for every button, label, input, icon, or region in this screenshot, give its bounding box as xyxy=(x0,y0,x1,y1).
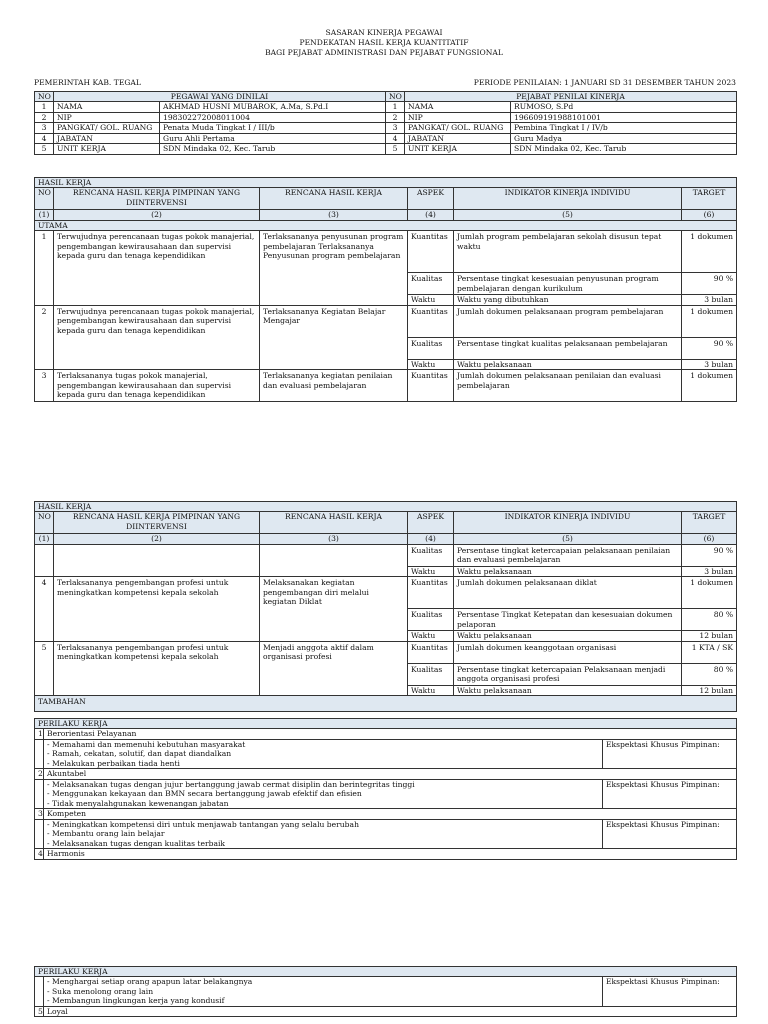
penilai-value: Pembina Tingkat I / IV/b xyxy=(511,123,737,133)
page-2 xyxy=(0,470,768,930)
table-row xyxy=(35,641,737,663)
aspek: Waktu xyxy=(408,631,454,641)
col-num: (1) xyxy=(35,534,54,544)
target: 12 bulan xyxy=(682,685,737,695)
row-label: JABATAN xyxy=(405,133,511,143)
rhk-no: 4 xyxy=(35,577,54,641)
table-row xyxy=(35,544,737,566)
row-no: 2 xyxy=(386,112,405,122)
aspek: Waktu xyxy=(408,359,454,369)
target: 90 % xyxy=(682,273,737,295)
perilaku-kerja-table-cont xyxy=(34,966,737,1017)
perilaku-item xyxy=(35,729,737,739)
perilaku-points xyxy=(35,739,737,768)
target: 1 dokumen xyxy=(682,577,737,609)
col-num: (2) xyxy=(54,210,260,220)
perilaku-point: - Suka menolong orang lain xyxy=(47,986,154,996)
col-num: (6) xyxy=(682,210,737,220)
col-num: (6) xyxy=(682,534,737,544)
perilaku-point: - Membangun lingkungan kerja yang kondusif xyxy=(47,996,225,1006)
rhk-no: 5 xyxy=(35,641,54,695)
col-no: NO xyxy=(35,512,54,534)
document-heading xyxy=(0,0,768,58)
perilaku-no: 2 xyxy=(35,769,44,779)
indikator: Persentase tingkat ketercapaian Pelaksanaan menjadi anggota organisasi profesi xyxy=(454,663,682,685)
perilaku-title: Loyal xyxy=(44,1006,737,1016)
indikator: Persentase tingkat ketercapaian pelaksanaan penilaian dan evaluasi pembelajaran xyxy=(454,544,682,566)
row-label: UNIT KERJA xyxy=(54,144,160,154)
table-row xyxy=(35,231,737,273)
row-label: NIP xyxy=(405,112,511,122)
hasil-kerja-table-cont xyxy=(34,501,737,712)
identity-row xyxy=(35,133,737,143)
aspek: Kuantitas xyxy=(408,577,454,609)
rhk-pimpinan: Terlaksananya tugas pokok manajerial, pengembangan kewirausahaan dan supervisi kepada guru dan tenaga kependidikan xyxy=(54,370,260,402)
penilai-title: PEJABAT PENILAI KINERJA xyxy=(405,92,737,102)
identity-row xyxy=(35,144,737,154)
heading-line-2: PENDEKATAN HASIL KERJA KUANTITATIF xyxy=(299,37,469,47)
identity-row xyxy=(35,123,737,133)
col-rhk: RENCANA HASIL KERJA xyxy=(260,512,408,534)
row-no: 3 xyxy=(35,123,54,133)
perilaku-points xyxy=(35,779,737,808)
indikator: Persentase tingkat kesesuaian penyusunan program pembelajaran dengan kurikulum xyxy=(454,273,682,295)
perilaku-point-list xyxy=(44,977,603,1006)
perilaku-point: - Meningkatkan kompetensi diri untuk menjawab tantangan yang selalu berubah xyxy=(47,819,359,829)
utama-label: UTAMA xyxy=(35,220,737,230)
col-num: (4) xyxy=(408,534,454,544)
dinilai-value: Guru Ahli Pertama xyxy=(160,133,386,143)
penilai-value: RUMOSO, S.Pd xyxy=(511,102,737,112)
rhk-text: Melaksanakan kegiatan pengembangan diri melalui kegiatan Diklat xyxy=(260,577,408,641)
penilai-value: Guru Madya xyxy=(511,133,737,143)
rhk-pimpinan: Terwujudnya perencanaan tugas pokok manajerial, pengembangan kewirausahaan dan supervisi kepada guru dan tenaga kependidikan xyxy=(54,231,260,305)
perilaku-kerja-table xyxy=(34,718,737,860)
perilaku-no: 1 xyxy=(35,729,44,739)
target: 1 dokumen xyxy=(682,370,737,402)
ekspektasi-label: Ekspektasi Khusus Pimpinan: xyxy=(603,819,737,848)
aspek: Kuantitas xyxy=(408,305,454,337)
target: 90 % xyxy=(682,544,737,566)
rhk-text: Terlaksananya kegiatan penilaian dan evaluasi pembelajaran xyxy=(260,370,408,402)
row-no: 3 xyxy=(386,123,405,133)
perilaku-points xyxy=(35,977,737,1006)
rhk-text: Terlaksananya Kegiatan Belajar Mengajar xyxy=(260,305,408,369)
target: 80 % xyxy=(682,609,737,631)
indikator: Jumlah dokumen keanggotaan organisasi xyxy=(454,641,682,663)
perilaku-point: - Tidak menyalahgunakan kewenangan jabatan xyxy=(47,798,229,808)
aspek: Waktu xyxy=(408,685,454,695)
indikator: Persentase tingkat kualitas pelaksanaan pembelajaran xyxy=(454,337,682,359)
penilai-value: SDN Mindaka 02, Kec. Tarub xyxy=(511,144,737,154)
col-num: (5) xyxy=(454,210,682,220)
rhk-text: Menjadi anggota aktif dalam organisasi profesi xyxy=(260,641,408,695)
rhk-no: 1 xyxy=(35,231,54,305)
perilaku-point: - Membantu orang lain belajar xyxy=(47,829,165,839)
rhk-pimpinan: Terwujudnya perencanaan tugas pokok manajerial, pengembangan kewirausahaan dan supervisi kepada guru dan tenaga kependidikan xyxy=(54,305,260,369)
target: 3 bulan xyxy=(682,359,737,369)
col-rhk: RENCANA HASIL KERJA xyxy=(260,188,408,210)
col-aspek: ASPEK xyxy=(408,188,454,210)
indikator: Jumlah program pembelajaran sekolah disusun tepat waktu xyxy=(454,231,682,273)
perilaku-section: PERILAKU KERJA xyxy=(35,719,737,729)
col-no: NO xyxy=(35,188,54,210)
target: 1 KTA / SK xyxy=(682,641,737,663)
col-num: (4) xyxy=(408,210,454,220)
perilaku-point-list xyxy=(44,779,603,808)
identity-table xyxy=(34,91,737,155)
col-no: NO xyxy=(35,92,54,102)
col-aspek: ASPEK xyxy=(408,512,454,534)
perilaku-point: - Melaksanakan tugas dengan kualitas terbaik xyxy=(47,838,226,848)
perilaku-points xyxy=(35,819,737,848)
col-num: (1) xyxy=(35,210,54,220)
target: 90 % xyxy=(682,337,737,359)
target: 80 % xyxy=(682,663,737,685)
dinilai-value: 198302272008011004 xyxy=(160,112,386,122)
perilaku-item xyxy=(35,849,737,859)
col-rhk-pimpinan: RENCANA HASIL KERJA PIMPINAN YANG DIINTERVENSI xyxy=(54,512,260,534)
perilaku-title: Kompeten xyxy=(44,809,737,819)
hasil-kerja-section: HASIL KERJA xyxy=(35,178,737,188)
perilaku-point: - Melaksanakan tugas dengan jujur bertanggung jawab cermat disiplin dan berintegritas tinggi xyxy=(47,779,415,789)
indikator: Jumlah dokumen pelaksanaan penilaian dan evaluasi pembelajaran xyxy=(454,370,682,402)
row-label: PANGKAT/ GOL. RUANG xyxy=(54,123,160,133)
row-no: 2 xyxy=(35,112,54,122)
row-label: NIP xyxy=(54,112,160,122)
ekspektasi-label: Ekspektasi Khusus Pimpinan: xyxy=(603,779,737,808)
row-label: UNIT KERJA xyxy=(405,144,511,154)
dinilai-title: PEGAWAI YANG DINILAI xyxy=(54,92,386,102)
perilaku-point-list xyxy=(44,819,603,848)
hasil-kerja-section: HASIL KERJA xyxy=(35,502,737,512)
row-no: 1 xyxy=(35,102,54,112)
indikator: Waktu yang dibutuhkan xyxy=(454,295,682,305)
aspek: Waktu xyxy=(408,295,454,305)
target: 1 dokumen xyxy=(682,231,737,273)
perilaku-point: - Menghargai setiap orang apapun latar belakangnya xyxy=(47,977,253,987)
perilaku-item xyxy=(35,769,737,779)
page-1 xyxy=(0,0,768,430)
indikator: Waktu pelaksanaan xyxy=(454,685,682,695)
hasil-kerja-table xyxy=(34,177,737,402)
page-3 xyxy=(0,960,768,1024)
ekspektasi-label: Ekspektasi Khusus Pimpinan: xyxy=(603,739,737,768)
col-target: TARGET xyxy=(682,512,737,534)
aspek: Waktu xyxy=(408,566,454,576)
rhk-text: Terlaksananya penyusunan program pembelajaran Terlaksananya Penyusunan program pembelajaran xyxy=(260,231,408,305)
row-label: JABATAN xyxy=(54,133,160,143)
tambahan-label: TAMBAHAN xyxy=(35,696,737,712)
perilaku-item xyxy=(35,809,737,819)
row-no: 1 xyxy=(386,102,405,112)
col-rhk-pimpinan: RENCANA HASIL KERJA PIMPINAN YANG DIINTERVENSI xyxy=(54,188,260,210)
col-target: TARGET xyxy=(682,188,737,210)
table-row xyxy=(35,577,737,609)
aspek: Kualitas xyxy=(408,609,454,631)
table-row xyxy=(35,370,737,402)
identity-row xyxy=(35,112,737,122)
ekspektasi-label: Ekspektasi Khusus Pimpinan: xyxy=(603,977,737,1006)
aspek: Kuantitas xyxy=(408,641,454,663)
perilaku-point: - Ramah, cekatan, solutif, dan dapat diandalkan xyxy=(47,749,232,759)
target: 12 bulan xyxy=(682,631,737,641)
perilaku-title: Harmonis xyxy=(44,849,737,859)
heading-line-3: BAGI PEJABAT ADMINISTRASI DAN PEJABAT FUNGSIONAL xyxy=(265,47,503,57)
aspek: Kualitas xyxy=(408,663,454,685)
dinilai-value: SDN Mindaka 02, Kec. Tarub xyxy=(160,144,386,154)
indikator: Waktu pelaksanaan xyxy=(454,631,682,641)
row-no: 4 xyxy=(35,133,54,143)
perilaku-item xyxy=(35,1006,737,1016)
col-num: (5) xyxy=(454,534,682,544)
target: 3 bulan xyxy=(682,566,737,576)
col-num: (3) xyxy=(260,210,408,220)
row-label: NAMA xyxy=(405,102,511,112)
aspek: Kuantitas xyxy=(408,370,454,402)
indikator: Persentase Tingkat Ketepatan dan kesesuaian dokumen pelaporan xyxy=(454,609,682,631)
periode-label: PERIODE PENILAIAN: 1 JANUARI SD 31 DESEMBER TAHUN 2023 xyxy=(473,78,736,87)
col-indikator: INDIKATOR KINERJA INDIVIDU xyxy=(454,188,682,210)
table-row xyxy=(35,305,737,337)
identity-header xyxy=(35,92,737,102)
indikator: Jumlah dokumen pelaksanaan diklat xyxy=(454,577,682,609)
instansi-label: PEMERINTAH KAB. TEGAL xyxy=(34,78,141,87)
perilaku-point: - Menggunakan kekayaan dan BMN secara bertanggung jawab efektif dan efisien xyxy=(47,789,362,799)
indikator: Waktu pelaksanaan xyxy=(454,359,682,369)
rhk-no: 3 xyxy=(35,370,54,402)
dinilai-value: Penata Muda Tingkat I / III/b xyxy=(160,123,386,133)
aspek: Kualitas xyxy=(408,544,454,566)
perilaku-title: Akuntabel xyxy=(44,769,737,779)
col-indikator: INDIKATOR KINERJA INDIVIDU xyxy=(454,512,682,534)
indikator: Jumlah dokumen pelaksanaan program pembelajaran xyxy=(454,305,682,337)
row-label: PANGKAT/ GOL. RUANG xyxy=(405,123,511,133)
target: 1 dokumen xyxy=(682,305,737,337)
identity-row xyxy=(35,102,737,112)
target: 3 bulan xyxy=(682,295,737,305)
aspek: Kualitas xyxy=(408,337,454,359)
perilaku-point-list xyxy=(44,739,603,768)
col-no-2: NO xyxy=(386,92,405,102)
perilaku-section: PERILAKU KERJA xyxy=(35,967,737,977)
aspek: Kuantitas xyxy=(408,231,454,273)
row-no: 5 xyxy=(35,144,54,154)
perilaku-title: Berorientasi Pelayanan xyxy=(44,729,737,739)
rhk-pimpinan: Terlaksananya pengembangan profesi untuk meningkatkan kompetensi kepala sekolah xyxy=(54,641,260,695)
rhk-pimpinan: Terlaksananya pengembangan profesi untuk meningkatkan kompetensi kepala sekolah xyxy=(54,577,260,641)
indikator: Waktu pelaksanaan xyxy=(454,566,682,576)
meta-row xyxy=(34,78,736,87)
heading-line-1: SASARAN KINERJA PEGAWAI xyxy=(325,28,443,37)
col-num: (2) xyxy=(54,534,260,544)
col-num: (3) xyxy=(260,534,408,544)
row-no: 4 xyxy=(386,133,405,143)
aspek: Kualitas xyxy=(408,273,454,295)
perilaku-no: 4 xyxy=(35,849,44,859)
perilaku-point: - Melakukan perbaikan tiada henti xyxy=(47,758,180,768)
penilai-value: 196609191988101001 xyxy=(511,112,737,122)
row-label: NAMA xyxy=(54,102,160,112)
perilaku-point: - Memahami dan memenuhi kebutuhan masyarakat xyxy=(47,739,246,749)
dinilai-value: AKHMAD HUSNI MUBAROK, A.Ma, S.Pd.I xyxy=(160,102,386,112)
rhk-no: 2 xyxy=(35,305,54,369)
perilaku-no: 5 xyxy=(35,1006,44,1016)
row-no: 5 xyxy=(386,144,405,154)
perilaku-no: 3 xyxy=(35,809,44,819)
